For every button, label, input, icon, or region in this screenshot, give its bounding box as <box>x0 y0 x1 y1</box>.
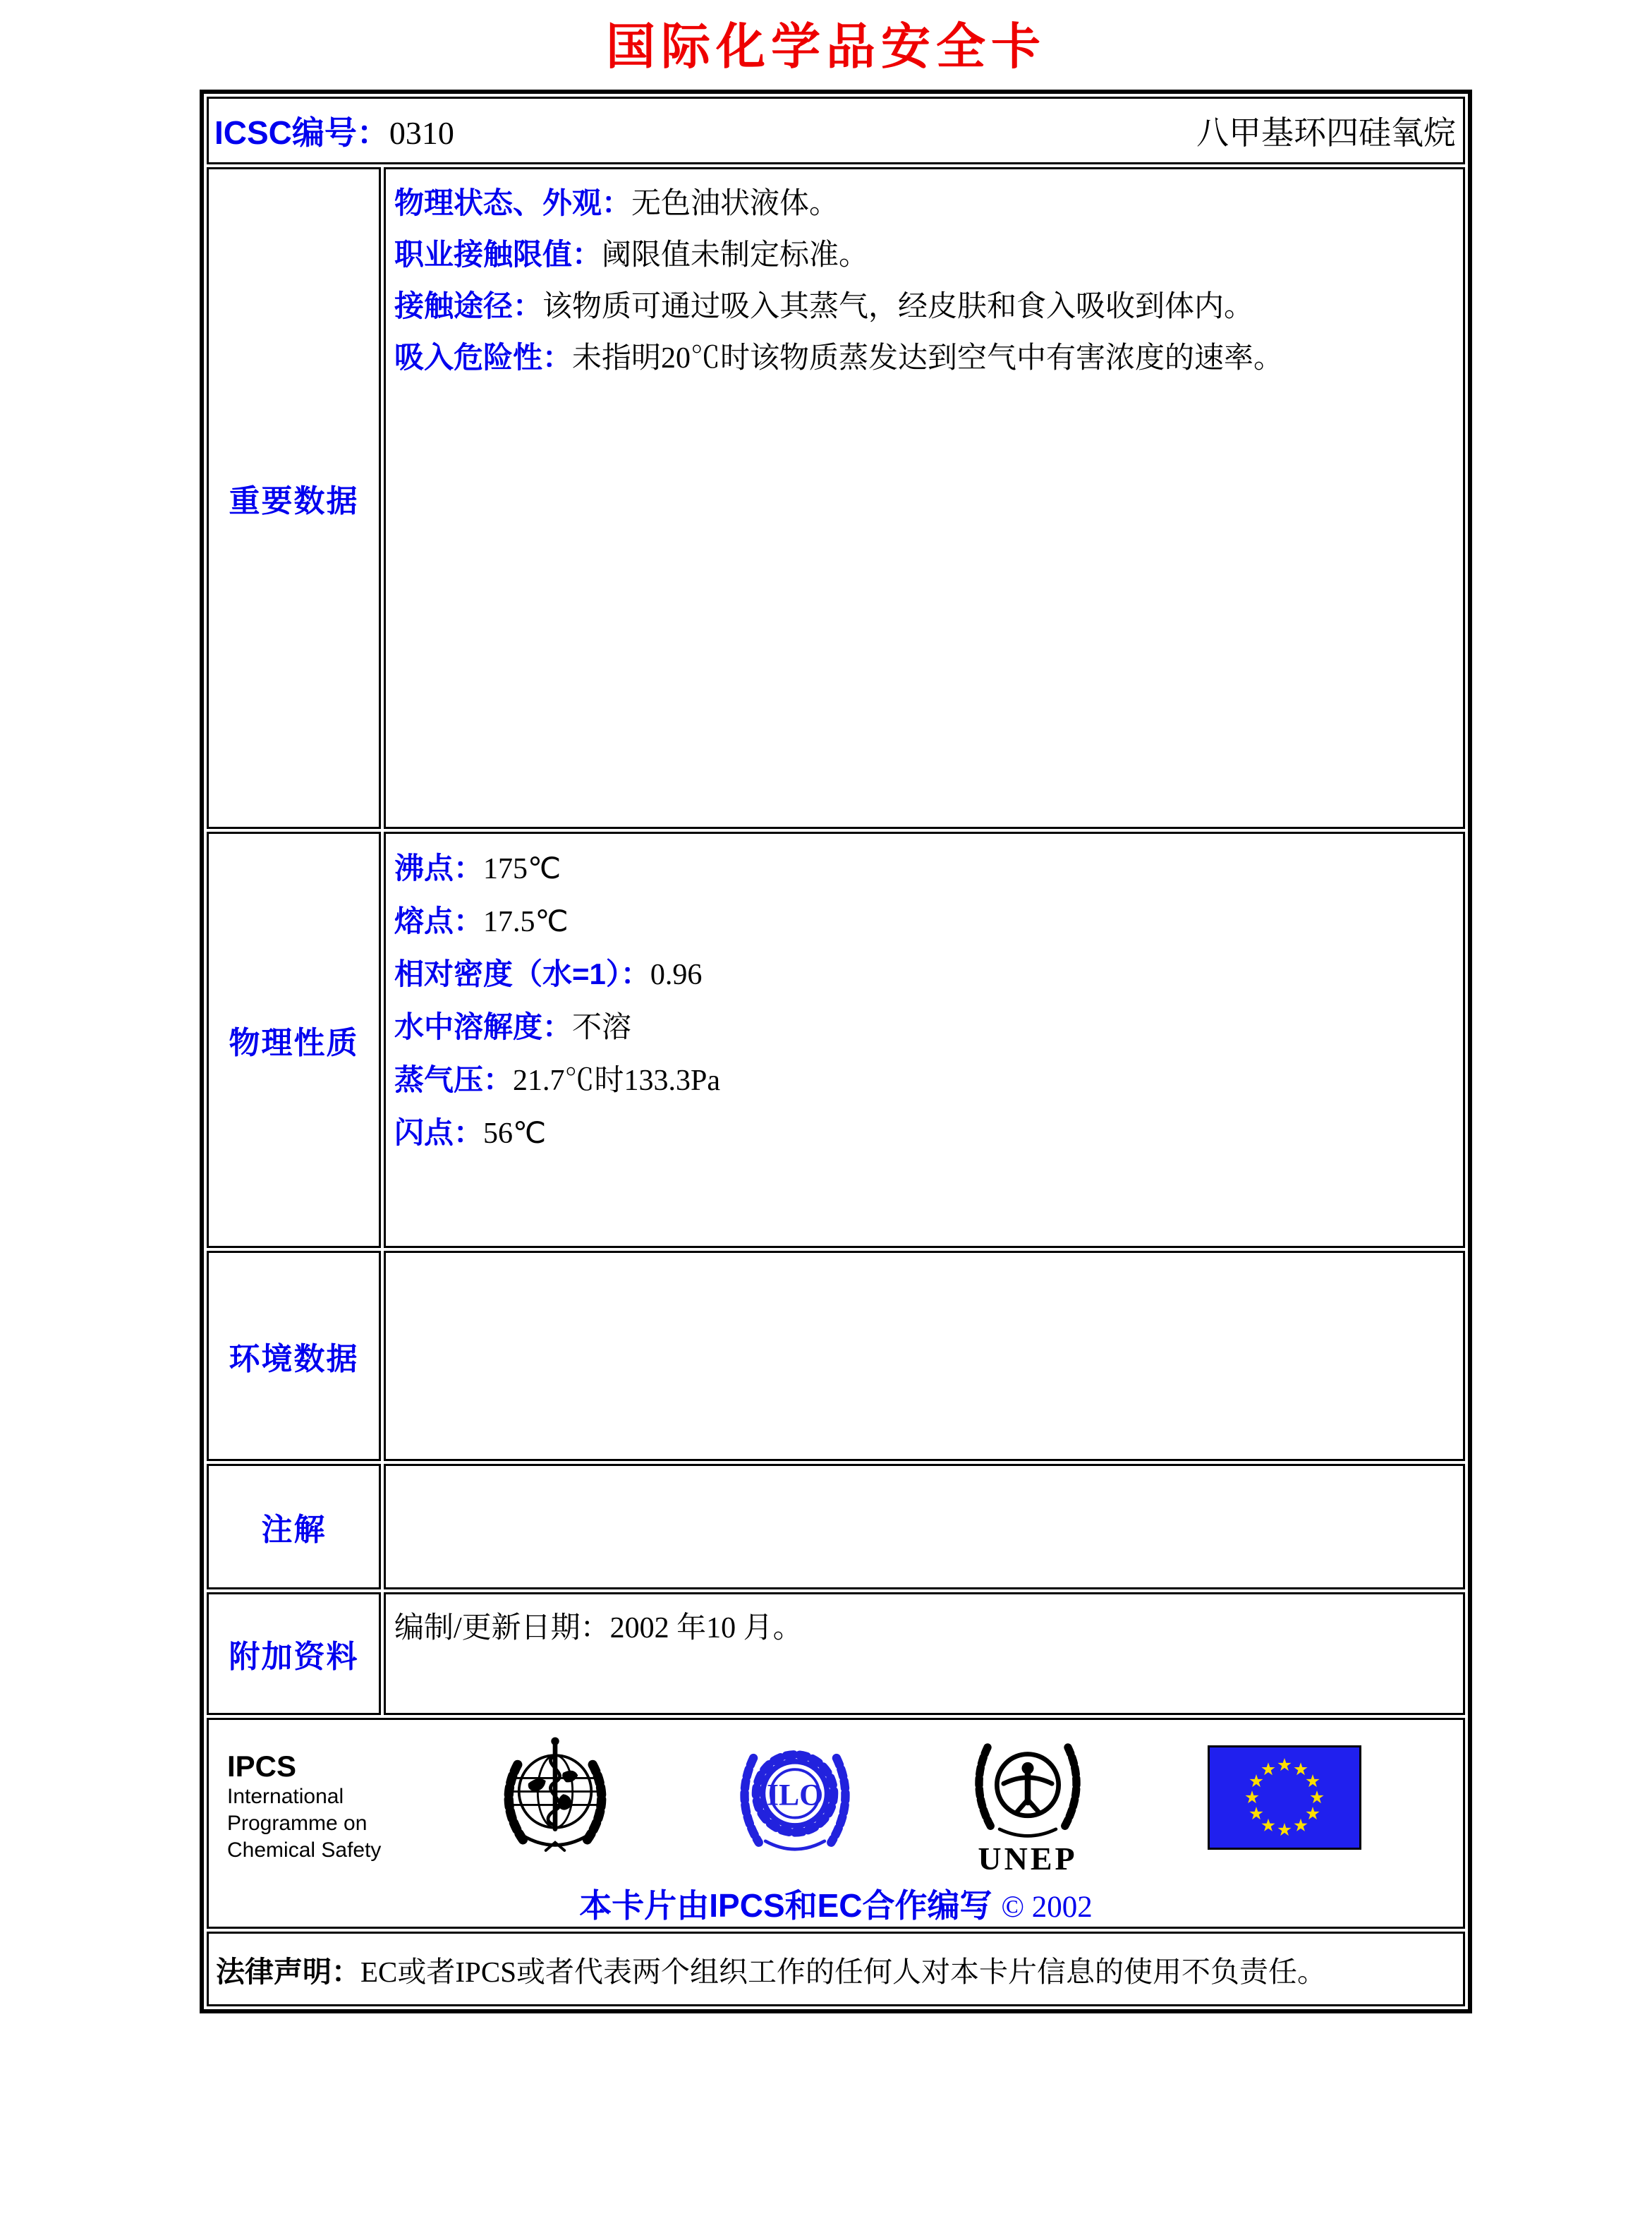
ipcs-subtitle-line: Programme on <box>227 1812 368 1835</box>
ilo-logo-icon <box>728 1730 862 1867</box>
section-label-notes: 注解 <box>207 1464 381 1589</box>
section-row-physical-properties <box>207 832 1465 1248</box>
legal-row <box>207 1932 1465 2006</box>
eu-flag-icon <box>1208 1745 1361 1850</box>
icsc-number-value: 0310 <box>389 115 454 151</box>
field-label: 水中溶解度： <box>394 1010 573 1043</box>
ipcs-subtitle-line: Chemical Safety <box>227 1838 382 1862</box>
logos-cell <box>207 1718 1465 1929</box>
ipcs-title: IPCS <box>227 1750 297 1783</box>
section-row-additional-info <box>207 1592 1465 1715</box>
field-value: 21.7℃时133.3Pa <box>513 1065 721 1097</box>
section-content-environmental-data <box>384 1251 1465 1461</box>
field-value: 该物质可通过吸入其蒸气，经皮肤和食入吸收到体内。 <box>542 291 1254 323</box>
ipcs-block <box>227 1750 411 1864</box>
unep-logo-icon <box>961 1730 1095 1877</box>
field-value: 阈限值未制定标准。 <box>602 239 869 272</box>
ilo-letters: ILO <box>766 1778 824 1812</box>
section-label-important-data: 重要数据 <box>207 167 381 829</box>
section-row-important-data <box>207 167 1465 829</box>
unep-label: UNEP <box>978 1841 1078 1877</box>
field-label: 闪点： <box>394 1116 484 1149</box>
field-value: 不溶 <box>572 1012 632 1044</box>
field-value: 无色油状液体。 <box>631 188 839 220</box>
field-line <box>394 281 1456 332</box>
legal-text: EC或者IPCS或者代表两个组织工作的任何人对本卡片信息的使用不负责任。 <box>360 1955 1326 1988</box>
field-line <box>394 178 1456 229</box>
section-content-important-data <box>384 167 1465 829</box>
header-row <box>207 97 1465 164</box>
icsc-number-group <box>214 107 454 154</box>
field-value: 17.5℃ <box>483 906 569 938</box>
icsc-number-label: ICSC编号： <box>214 114 389 151</box>
legal-label: 法律声明： <box>216 1955 360 1988</box>
section-label-physical-properties: 物理性质 <box>207 832 381 1248</box>
field-label: 熔点： <box>394 904 484 938</box>
field-line <box>394 332 1456 384</box>
section-row-environmental-data <box>207 1251 1465 1461</box>
section-row-notes <box>207 1464 1465 1589</box>
footer-caption-line <box>209 1880 1463 1927</box>
field-label: 吸入危险性： <box>394 341 573 374</box>
field-value: 56℃ <box>483 1117 547 1150</box>
card-table <box>200 90 1472 2013</box>
ipcs-subtitle-line: International <box>227 1785 344 1808</box>
header-cell <box>207 97 1465 164</box>
field-value: 175℃ <box>483 853 561 885</box>
field-line <box>394 229 1456 281</box>
field-label: 蒸气压： <box>394 1063 514 1096</box>
field-line <box>394 1001 1456 1054</box>
field-label: 沸点： <box>394 852 484 885</box>
field-label: 接触途径： <box>394 289 543 322</box>
who-logo-icon <box>488 1730 622 1864</box>
update-date-line <box>394 1603 1456 1654</box>
field-line <box>394 842 1456 895</box>
section-content-physical-properties <box>384 832 1465 1248</box>
footer-copyright: © 2002 <box>1001 1891 1093 1924</box>
field-label: 职业接触限值： <box>394 238 602 271</box>
section-content-notes <box>384 1464 1465 1589</box>
field-label: 物理状态、外观： <box>394 186 632 219</box>
field-value: 0.96 <box>650 959 703 991</box>
field-label: 相对密度（水=1）： <box>394 957 650 990</box>
legal-cell <box>207 1932 1465 2006</box>
section-content-additional-info <box>384 1592 1465 1715</box>
field-line <box>394 1107 1456 1160</box>
page-title: 国际化学品安全卡 <box>606 20 1046 75</box>
footer-caption: 本卡片由IPCS和EC合作编写 <box>579 1887 992 1924</box>
update-date-text: 编制/更新日期：2002 年10 月。 <box>394 1612 803 1644</box>
logos-row <box>207 1718 1465 1929</box>
field-line <box>394 948 1456 1001</box>
field-line <box>394 895 1456 948</box>
field-line <box>394 1054 1456 1107</box>
section-label-environmental-data: 环境数据 <box>207 1251 381 1461</box>
section-label-additional-info: 附加资料 <box>207 1592 381 1715</box>
chemical-name: 八甲基环四硅氧烷 <box>1196 115 1456 151</box>
field-value: 未指明20℃时该物质蒸发达到空气中有害浓度的速率。 <box>572 342 1284 375</box>
